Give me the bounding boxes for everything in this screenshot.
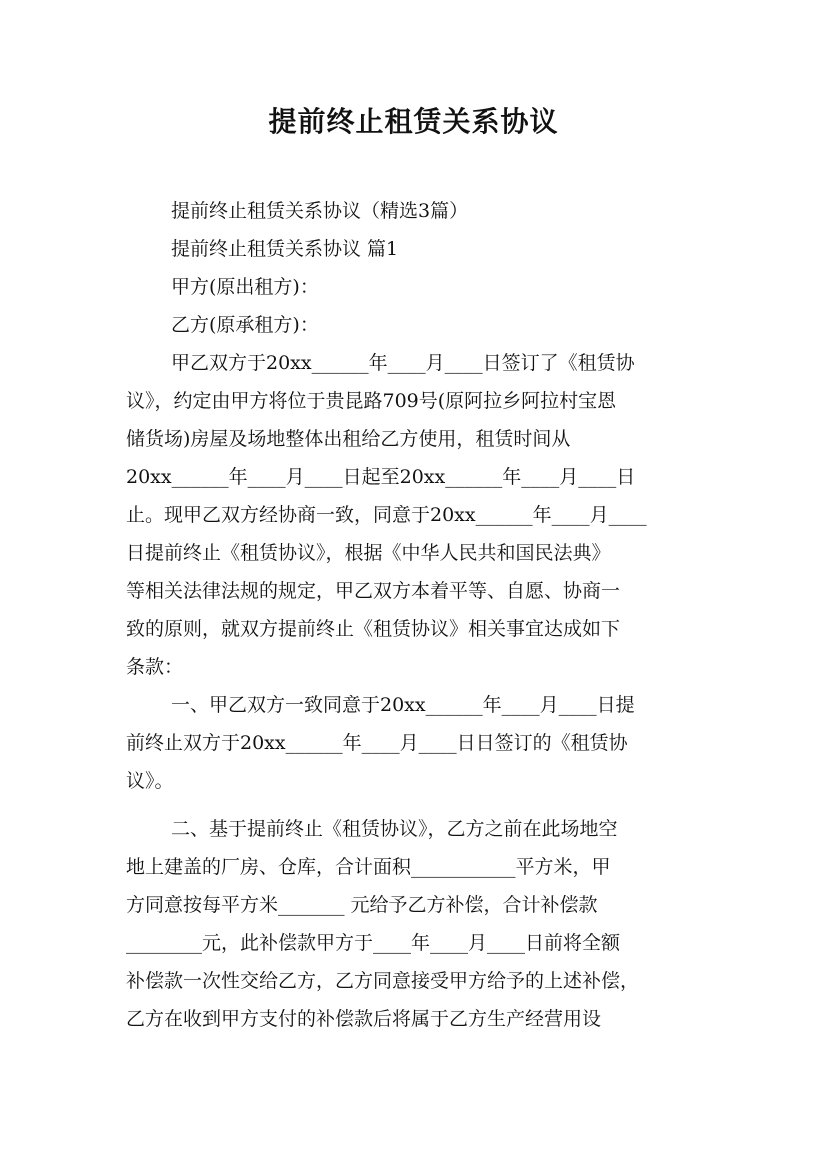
clause-line: ________元，此补偿款甲方于____年____月____日前将全额: [126, 932, 621, 954]
paragraph-line: 等相关法律法规的规定，甲乙双方本着平等、自愿、协商一: [126, 580, 621, 602]
paragraph-line: 条款：: [126, 656, 184, 678]
party-a-line: 甲方(原出租方)：: [171, 276, 319, 298]
clause-line: 地上建盖的厂房、仓库，合计面积___________平方米，甲: [126, 856, 611, 878]
clause-line: 二、基于提前终止《租赁协议》，乙方之前在此场地空: [171, 818, 618, 840]
clause-line: 前终止双方于20xx______年____月____日日签订的《租赁协: [126, 732, 628, 754]
clause-line: 乙方在收到甲方支付的补偿款后将属于乙方生产经营用设: [126, 1008, 602, 1030]
paragraph-line: 甲乙双方于20xx______年____月____日签订了《租赁协: [171, 352, 635, 374]
clause-line: 补偿款一次性交给乙方，乙方同意接受甲方给予的上述补偿，: [126, 970, 640, 992]
section-heading: 提前终止租赁关系协议 篇1: [171, 238, 399, 260]
paragraph-line: 20xx______年____月____日起至20xx______年____月____日: [126, 466, 636, 488]
clause-line: 方同意按每平方米_______ 元给予乙方补偿，合计补偿款: [126, 894, 598, 916]
document-title: 提前终止租赁关系协议: [268, 105, 559, 138]
paragraph-line: 止。现甲乙双方经协商一致，同意于20xx______年____月____: [126, 504, 647, 526]
document-body: [126, 192, 706, 1038]
paragraph-line: 致的原则，就双方提前终止《租赁协议》相关事宜达成如下: [126, 618, 621, 640]
paragraph-spacer: [126, 800, 706, 810]
clause-line: 一、甲乙双方一致同意于20xx______年____月____日提: [171, 694, 635, 716]
subtitle-line: 提前终止租赁关系协议（精选3篇）: [171, 200, 469, 222]
paragraph-line: 日提前终止《租赁协议》，根据《中华人民共和国民法典》: [126, 542, 611, 564]
party-b-line: 乙方(原承租方)：: [171, 314, 319, 336]
paragraph-line: 议》，约定由甲方将位于贵昆路709号(原阿拉乡阿拉村宝恩: [126, 390, 617, 412]
clause-line: 议》。: [126, 770, 174, 792]
paragraph-line: 储货场)房屋及场地整体出租给乙方使用，租赁时间从: [126, 428, 571, 450]
